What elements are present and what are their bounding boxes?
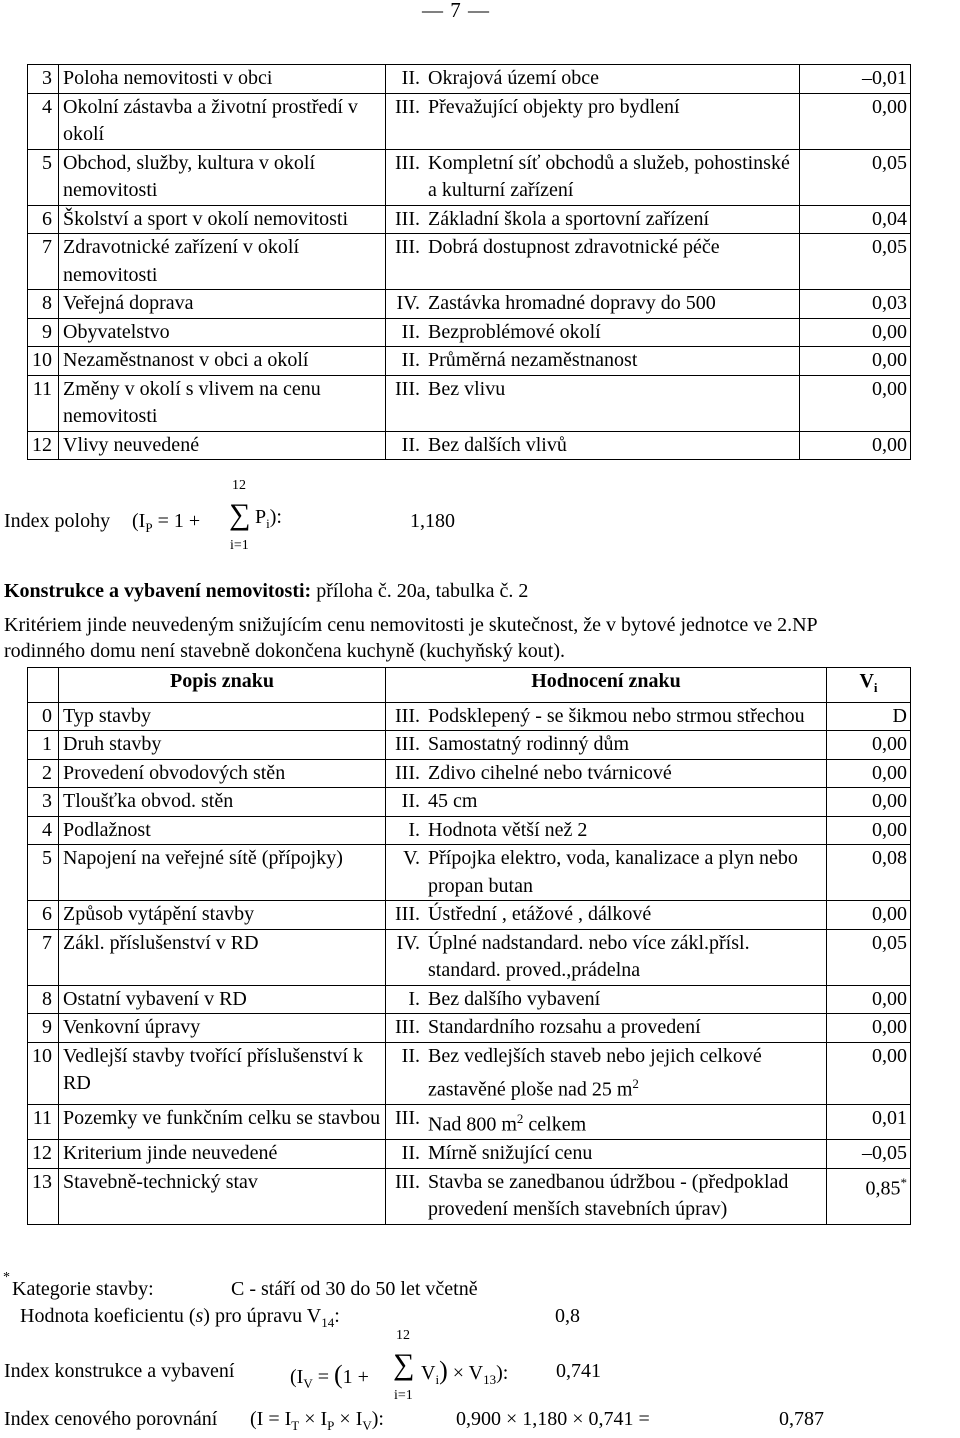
row-description: Napojení na veřejné sítě (přípojky)	[59, 845, 386, 901]
row-description: Obyvatelstvo	[59, 318, 386, 347]
row-evaluation-text: Přípojka elektro, voda, kanalizace a plyn nebo propan butan	[428, 847, 798, 897]
row-number: 12	[28, 1140, 59, 1169]
row-number: 13	[28, 1168, 59, 1224]
row-description: Způsob vytápění stavby	[59, 901, 386, 930]
row-number: 2	[28, 759, 59, 788]
sum-upper-limit: 12	[232, 478, 246, 493]
row-number: 3	[28, 788, 59, 817]
construction-row	[28, 759, 911, 788]
construction-row	[28, 816, 911, 845]
row-value: 0,04	[800, 205, 911, 234]
row-grade: II.	[401, 320, 420, 343]
row-description: Kriterium jinde neuvedené	[59, 1140, 386, 1169]
row-description: Typ stavby	[59, 702, 386, 731]
row-grade: III.	[395, 95, 420, 118]
coefficient-value: 0,8	[555, 1305, 580, 1327]
row-evaluation	[386, 816, 827, 845]
row-grade: III.	[395, 236, 420, 258]
row-description: Druh stavby	[59, 731, 386, 760]
coefficient-label: Hodnota koeficientu (s) pro úpravu $V_{14}$:	[20, 1305, 340, 1330]
row-value: 0,03	[800, 290, 911, 319]
location-table	[27, 64, 911, 460]
row-number: 6	[28, 205, 59, 234]
row-evaluation-text: Kompletní síť obchodů a služeb, pohostinské a kulturní zařízení	[428, 151, 790, 201]
construction-heading: Konstrukce a vybavení nemovitosti: příloha č. 20a, tabulka č. 2	[4, 580, 529, 602]
row-description: Okolní zástavba a životní prostředí v okolí	[59, 93, 386, 149]
row-grade: III.	[395, 151, 420, 174]
location-index-term: $P_i$):	[255, 506, 282, 531]
row-number: 1	[28, 731, 59, 760]
construction-row	[28, 788, 911, 817]
row-description: Tloušťka obvod. stěn	[59, 788, 386, 817]
criterion-note-line-1: Kritériem jinde neuvedeným snižujícím cenu nemovitosti je skutečnost, že v bytové jednotce ve 2.NP	[4, 614, 818, 636]
row-evaluation-text: Samostatný rodinný dům	[428, 733, 630, 755]
row-grade: III.	[395, 377, 420, 400]
row-evaluation-text: Podsklepený - se šikmou nebo strmou střechou	[428, 704, 805, 727]
row-evaluation-text: Ústřední , etážové , dálkové	[428, 903, 652, 925]
row-value: 0,08	[827, 845, 911, 901]
row-number: 9	[28, 318, 59, 347]
row-description: Podlažnost	[59, 816, 386, 845]
footnote-star: *	[3, 1270, 10, 1285]
row-number: 10	[28, 1042, 59, 1105]
row-evaluation	[386, 1042, 827, 1105]
location-index-value: 1,180	[410, 510, 455, 532]
criterion-note-line-2: rodinného domu není stavebně dokončena kuchyně (kuchyňský kout).	[4, 640, 565, 662]
row-number: 4	[28, 93, 59, 149]
row-grade: I.	[408, 987, 420, 1010]
row-value: 0,00	[800, 431, 911, 460]
row-grade: III.	[395, 1016, 420, 1038]
row-value: 0,00	[827, 1042, 911, 1105]
row-value: 0,00	[800, 375, 911, 431]
location-row	[28, 149, 911, 205]
header-desc: Popis znaku	[59, 668, 386, 703]
row-number: 12	[28, 431, 59, 460]
row-grade: IV.	[396, 292, 420, 314]
row-number: 3	[28, 65, 59, 94]
row-description: Obchod, služby, kultura v okolí nemovitosti	[59, 149, 386, 205]
construction-row	[28, 1042, 911, 1105]
row-number: 9	[28, 1014, 59, 1043]
row-description: Školství a sport v okolí nemovitosti	[59, 205, 386, 234]
location-row	[28, 375, 911, 431]
row-value: 0,00	[827, 816, 911, 845]
category-value: C - stáří od 30 do 50 let včetně	[231, 1278, 478, 1300]
row-description: Vlivy neuvedené	[59, 431, 386, 460]
row-evaluation-text: Dobrá dostupnost zdravotnické péče	[428, 236, 720, 258]
row-description: Provedení obvodových stěn	[59, 759, 386, 788]
row-evaluation	[386, 1140, 827, 1169]
row-evaluation	[386, 431, 800, 460]
location-row	[28, 93, 911, 149]
location-row	[28, 205, 911, 234]
row-number: 7	[28, 234, 59, 290]
row-number: 5	[28, 149, 59, 205]
location-row	[28, 65, 911, 94]
row-evaluation	[386, 290, 800, 319]
sigma-symbol: ∑	[229, 498, 251, 531]
row-grade: III.	[395, 704, 420, 727]
row-value: 0,00	[827, 1014, 911, 1043]
row-value: 0,00	[800, 93, 911, 149]
row-description: Zdravotnické zařízení v okolí nemovitosti	[59, 234, 386, 290]
row-value: 0,05	[800, 149, 911, 205]
row-value: 0,05	[800, 234, 911, 290]
row-evaluation	[386, 901, 827, 930]
sum-upper-limit-2: 12	[396, 1328, 410, 1343]
row-evaluation-text: Okrajová území obce	[428, 67, 600, 89]
row-evaluation-text: Hodnota větší než 2	[428, 818, 588, 841]
construction-row	[28, 702, 911, 731]
location-row	[28, 290, 911, 319]
construction-row	[28, 929, 911, 985]
row-evaluation	[386, 702, 827, 731]
row-number: 10	[28, 347, 59, 376]
construction-table-header	[28, 668, 911, 703]
row-grade: II.	[401, 67, 420, 89]
row-grade: I.	[408, 818, 420, 841]
row-value: –0,05	[827, 1140, 911, 1169]
row-evaluation-text: Zastávka hromadné dopravy do 500	[428, 292, 716, 314]
row-value: D	[827, 702, 911, 731]
row-evaluation	[386, 845, 827, 901]
row-evaluation	[386, 985, 827, 1014]
row-evaluation-text: Úplné nadstandard. nebo více zákl.přísl. standard. proved.,prádelna	[428, 931, 750, 981]
row-evaluation-text: Stavba se zanedbanou údržbou - (předpoklad provedení menších stavebních úprav)	[428, 1170, 789, 1221]
construction-table	[27, 667, 911, 1225]
row-grade: II.	[401, 349, 420, 371]
row-evaluation	[386, 1168, 827, 1224]
row-description: Veřejná doprava	[59, 290, 386, 319]
row-number: 11	[28, 1105, 59, 1140]
row-number: 8	[28, 290, 59, 319]
sum-lower-limit-2: i=1	[394, 1388, 413, 1403]
row-evaluation-text: Bez dalšího vybavení	[428, 987, 601, 1010]
row-value: 0,00	[800, 318, 911, 347]
row-evaluation	[386, 1014, 827, 1043]
row-value: 0,00	[827, 731, 911, 760]
comparison-index-calc: 0,900 × 1,180 × 0,741 =	[456, 1408, 650, 1430]
construction-index-label: Index konstrukce a vybavení	[4, 1360, 235, 1382]
location-row	[28, 234, 911, 290]
row-evaluation-text: Převažující objekty pro bydlení	[428, 95, 680, 118]
row-evaluation-text: Bez vlivu	[428, 377, 506, 400]
row-grade: III.	[395, 733, 420, 755]
construction-row	[28, 845, 911, 901]
row-evaluation	[386, 731, 827, 760]
row-value: 0,05	[827, 929, 911, 985]
row-grade: II.	[401, 1044, 420, 1067]
row-evaluation	[386, 788, 827, 817]
row-evaluation-text: 45 cm	[428, 790, 478, 812]
row-evaluation-text: Bezproblémové okolí	[428, 320, 601, 343]
row-evaluation-text: Mírně snižující cenu	[428, 1142, 593, 1165]
row-evaluation	[386, 93, 800, 149]
comparison-index-formula: $(I = I_T \times I_P \times I_V)$:	[250, 1408, 384, 1433]
construction-index-term: $V_i) \times V_{13}$):	[421, 1356, 509, 1387]
row-value: 0,00	[827, 901, 911, 930]
row-number: 8	[28, 985, 59, 1014]
location-index-formula: ($I_P = 1$ +	[132, 510, 201, 535]
row-evaluation	[386, 375, 800, 431]
row-number: 11	[28, 375, 59, 431]
row-grade: III.	[395, 1170, 420, 1193]
sigma-symbol-2: ∑	[393, 1348, 415, 1381]
page-number: — 7 —	[422, 0, 490, 22]
row-description: Ostatní vybavení v RD	[59, 985, 386, 1014]
row-number: 0	[28, 702, 59, 731]
row-evaluation-text: Průměrná nezaměstnanost	[428, 349, 638, 371]
row-grade: IV.	[396, 931, 420, 954]
construction-index-formula: ($I_V = (1$ +	[290, 1360, 369, 1391]
row-value: 0,00	[827, 788, 911, 817]
row-evaluation-text: Standardního rozsahu a provedení	[428, 1016, 701, 1038]
location-row	[28, 347, 911, 376]
row-grade: III.	[395, 903, 420, 925]
row-evaluation	[386, 205, 800, 234]
row-description: Vedlejší stavby tvořící příslušenství k RD	[59, 1042, 386, 1105]
row-description: Zákl. příslušenství v RD	[59, 929, 386, 985]
construction-row	[28, 1105, 911, 1140]
row-description: Nezaměstnanost v obci a okolí	[59, 347, 386, 376]
row-description: Poloha nemovitosti v obci	[59, 65, 386, 94]
location-row	[28, 431, 911, 460]
row-grade: III.	[395, 207, 420, 230]
row-evaluation	[386, 65, 800, 94]
construction-row	[28, 1140, 911, 1169]
row-evaluation-text: Bez dalších vlivů	[428, 433, 567, 456]
location-index-label: Index polohy	[4, 510, 111, 532]
row-evaluation	[386, 347, 800, 376]
row-grade: II.	[401, 790, 420, 812]
row-evaluation-text: Základní škola a sportovní zařízení	[428, 207, 710, 230]
row-evaluation	[386, 149, 800, 205]
header-eval: Hodnocení znaku	[386, 668, 827, 703]
construction-row	[28, 901, 911, 930]
row-description: Venkovní úpravy	[59, 1014, 386, 1043]
row-evaluation	[386, 929, 827, 985]
row-number: 7	[28, 929, 59, 985]
row-evaluation	[386, 1105, 827, 1140]
row-grade: III.	[395, 1107, 420, 1130]
row-value: 0,01	[827, 1105, 911, 1140]
row-evaluation-text: Bez vedlejších staveb nebo jejich celkové zastavěné ploše nad 25 $m^2$	[428, 1044, 762, 1101]
row-description: Pozemky ve funkčním celku se stavbou	[59, 1105, 386, 1140]
row-evaluation	[386, 759, 827, 788]
row-value: –0,01	[800, 65, 911, 94]
row-grade: II.	[401, 433, 420, 456]
row-evaluation-text: Nad 800 $m^2$ celkem	[428, 1111, 587, 1136]
header-value: $V_i$	[827, 668, 911, 703]
row-value: 0,00	[827, 985, 911, 1014]
row-value: 0,85*	[827, 1168, 911, 1224]
construction-row	[28, 985, 911, 1014]
construction-row	[28, 731, 911, 760]
row-grade: II.	[401, 1142, 420, 1165]
construction-row	[28, 1168, 911, 1224]
row-description: Stavebně-technický stav	[59, 1168, 386, 1224]
row-value: 0,00	[800, 347, 911, 376]
row-grade: III.	[395, 761, 420, 784]
sum-lower-limit: i=1	[230, 538, 249, 553]
row-number: 6	[28, 901, 59, 930]
comparison-index-label: Index cenového porovnání	[4, 1408, 218, 1430]
location-row	[28, 318, 911, 347]
construction-row	[28, 1014, 911, 1043]
row-value: 0,00	[827, 759, 911, 788]
row-number: 4	[28, 816, 59, 845]
row-evaluation	[386, 318, 800, 347]
category-label: Kategorie stavby:	[12, 1278, 154, 1300]
construction-index-value: 0,741	[556, 1360, 601, 1382]
comparison-index-value: 0,787	[779, 1408, 824, 1430]
row-description: Změny v okolí s vlivem na cenu nemovitosti	[59, 375, 386, 431]
row-evaluation-text: Zdivo cihelné nebo tvárnicové	[428, 761, 672, 784]
row-number: 5	[28, 845, 59, 901]
row-evaluation	[386, 234, 800, 290]
row-grade: V.	[403, 847, 420, 869]
